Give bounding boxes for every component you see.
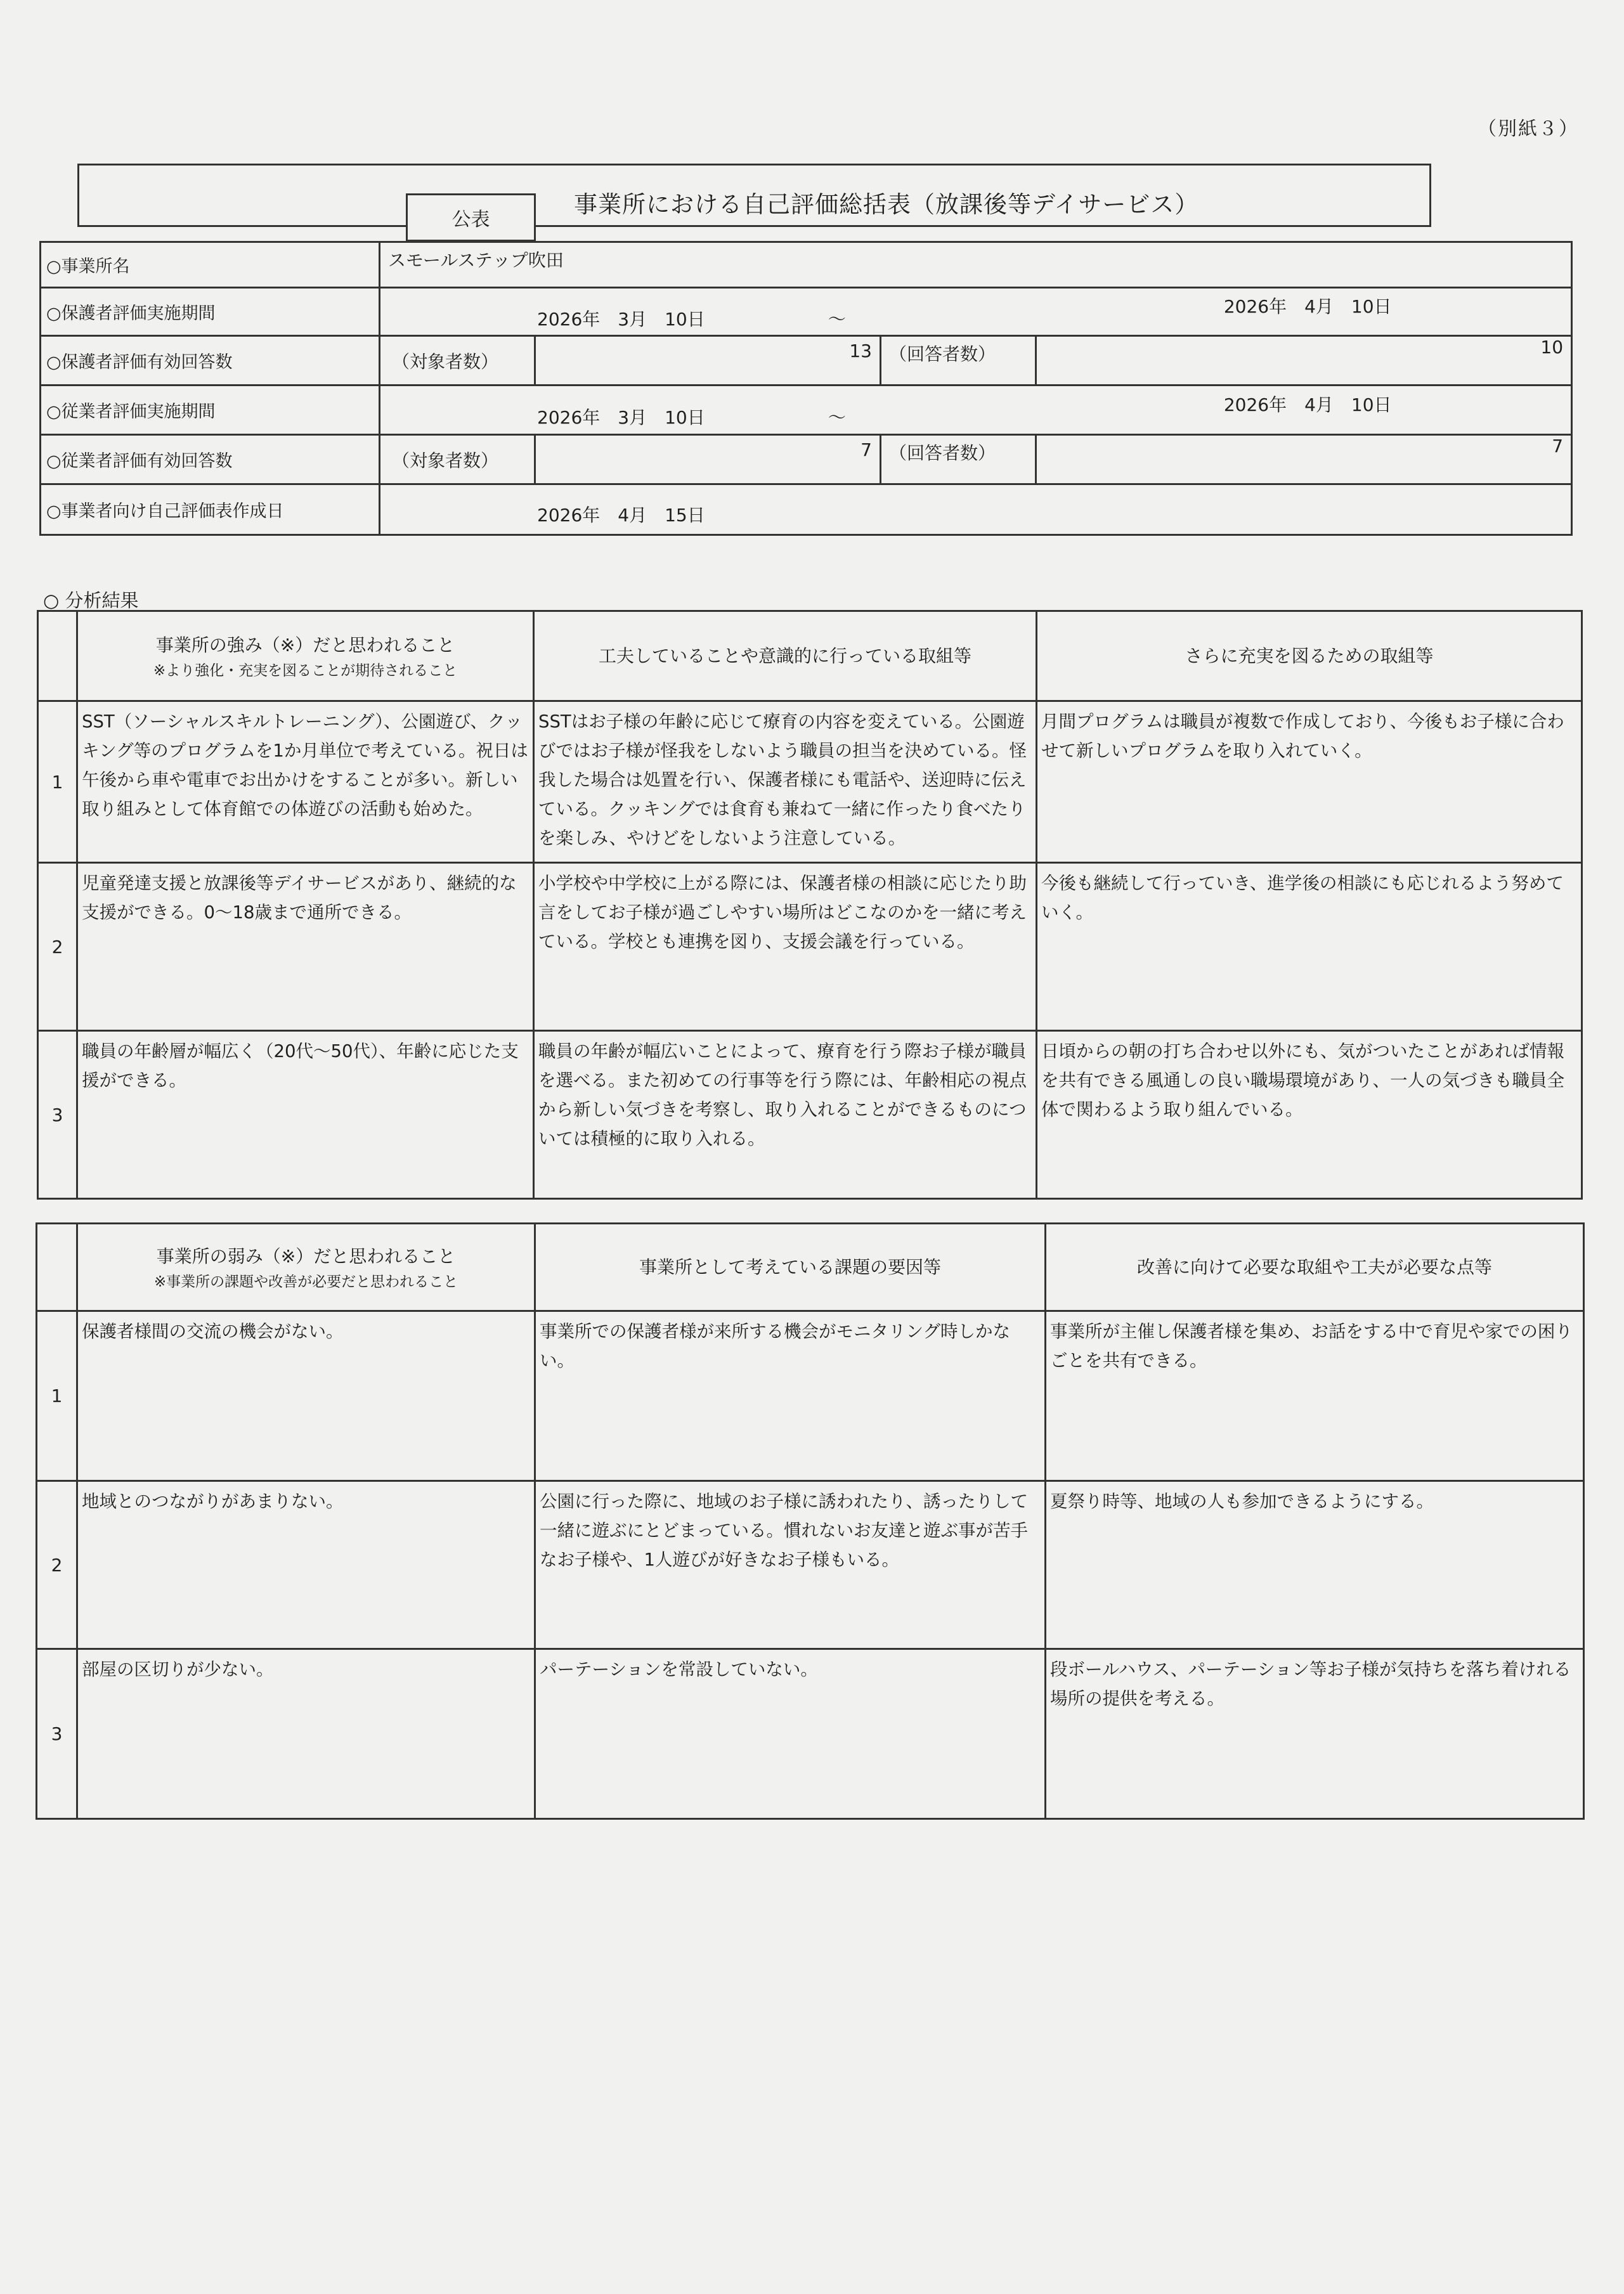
strengths-header-3: さらに充実を図るための取組等 xyxy=(1037,611,1582,701)
enhancement-cell: 月間プログラムは職員が複数で作成しており、今後もお子様に合わせて新しいプログラムを取り入れていく。 xyxy=(1037,701,1582,863)
table-row xyxy=(37,1649,1584,1819)
table-row xyxy=(38,1031,1582,1199)
weaknesses-header-1 xyxy=(77,1224,535,1311)
header-num-cell xyxy=(38,611,77,701)
staff-target-count: 7 xyxy=(535,435,881,484)
staff-period-start: 2026年 3月 10日 xyxy=(537,406,705,428)
annex-label: （別紙３） xyxy=(1478,118,1579,140)
guardian-period-label: ○保護者評価実施期間 xyxy=(41,288,380,336)
strengths-header-2: 工夫していることや意識的に行っている取組等 xyxy=(534,611,1037,701)
staff-response-label: （回答者数） xyxy=(881,435,1036,484)
weaknesses-header-2: 事業所として考えている課題の要因等 xyxy=(535,1224,1046,1311)
staff-period-label: ○従業者評価実施期間 xyxy=(41,386,380,435)
office-name-row xyxy=(41,242,1572,288)
cause-cell: パーテーションを常設していない。 xyxy=(535,1649,1046,1819)
effort-cell: 小学校や中学校に上がる際には、保護者様の相談に応じたり助言をしてお子様が過ごしやすい場所はどこなのかを一緒に考えている。学校とも連携を図り、支援会議を行っている。 xyxy=(534,863,1037,1031)
created-date-row xyxy=(41,484,1572,535)
row-number: 1 xyxy=(37,1311,77,1481)
strengths-table xyxy=(37,610,1583,1200)
table-row xyxy=(38,701,1582,863)
staff-target-label: （対象者数） xyxy=(380,435,535,484)
public-badge xyxy=(406,193,536,242)
staff-responses-row xyxy=(41,435,1572,484)
row-number: 2 xyxy=(38,863,77,1031)
row-number: 3 xyxy=(37,1649,77,1819)
cause-cell: 公園に行った際に、地域のお子様に誘われたり、誘ったりして一緒に遊ぶにとどまっている。慣れないお友達と遊ぶ事が苦手なお子様や、1人遊びが好きなお子様もいる。 xyxy=(535,1481,1046,1649)
guardian-period-end: 2026年 4月 10日 xyxy=(1223,295,1392,317)
guardian-responses-label: ○保護者評価有効回答数 xyxy=(41,336,380,386)
created-date-label: ○事業者向け自己評価表作成日 xyxy=(41,484,380,535)
effort-cell: SSTはお子様の年齢に応じて療育の内容を変えている。公園遊びではお子様が怪我をしないよう職員の担当を決めている。怪我した場合は処置を行い、保護者様にも電話や、送迎時に伝えている。クッキングでは食育も兼ねて一緒に作ったり食べたりを楽しみ、やけどをしないよう注意している。 xyxy=(534,701,1037,863)
weaknesses-table xyxy=(36,1222,1585,1820)
staff-period-cell xyxy=(380,386,1572,435)
weakness-cell: 地域とのつながりがあまりない。 xyxy=(77,1481,535,1649)
improvement-cell: 事業所が主催し保護者様を集め、お話をする中で育児や家での困りごとを共有できる。 xyxy=(1046,1311,1584,1481)
improvement-cell: 段ボールハウス、パーテーション等お子様が気持ちを落ち着けれる場所の提供を考える。 xyxy=(1046,1649,1584,1819)
enhancement-cell: 今後も継続して行っていき、進学後の相談にも応じれるよう努めていく。 xyxy=(1037,863,1582,1031)
guardian-period-cell xyxy=(380,288,1572,336)
strengths-header-1-sub: ※より強化・充実を図ることが期待されること xyxy=(153,662,458,679)
weakness-cell: 保護者様間の交流の機会がない。 xyxy=(77,1311,535,1481)
strength-cell: 職員の年齢層が幅広く（20代～50代）、年齢に応じた支援ができる。 xyxy=(77,1031,534,1199)
guardian-response-label: （回答者数） xyxy=(881,336,1036,386)
strengths-header-1-main: 事業所の強み（※）だと思われること xyxy=(155,634,455,656)
created-date: 2026年 4月 15日 xyxy=(380,484,1572,535)
analysis-section-label: ○ 分析結果 xyxy=(43,590,139,611)
staff-response-count: 7 xyxy=(1036,435,1572,484)
office-info-table xyxy=(39,241,1573,536)
staff-period-end: 2026年 4月 10日 xyxy=(1223,394,1392,415)
table-row xyxy=(38,863,1582,1031)
row-number: 3 xyxy=(38,1031,77,1199)
weakness-cell: 部屋の区切りが少ない。 xyxy=(77,1649,535,1819)
guardian-responses-row xyxy=(41,336,1572,386)
strengths-header-1 xyxy=(77,611,534,701)
row-number: 2 xyxy=(37,1481,77,1649)
guardian-period-start: 2026年 3月 10日 xyxy=(537,308,705,330)
improvement-cell: 夏祭り時等、地域の人も参加できるようにする。 xyxy=(1046,1481,1584,1649)
weaknesses-header-row xyxy=(37,1224,1584,1311)
table-row xyxy=(37,1311,1584,1481)
cause-cell: 事業所での保護者様が来所する機会がモニタリング時しかない。 xyxy=(535,1311,1046,1481)
staff-period-sep: ～ xyxy=(828,406,846,428)
guardian-period-sep: ～ xyxy=(828,308,846,330)
weaknesses-header-1-main: 事業所の弱み（※）だと思われること xyxy=(156,1245,456,1267)
guardian-target-label: （対象者数） xyxy=(380,336,535,386)
strength-cell: 児童発達支援と放課後等デイサービスがあり、継続的な支援ができる。0～18歳まで通所できる。 xyxy=(77,863,534,1031)
staff-period-row xyxy=(41,386,1572,435)
table-row xyxy=(37,1481,1584,1649)
enhancement-cell: 日頃からの朝の打ち合わせ以外にも、気がついたことがあれば情報を共有できる風通しの良い職場環境があり、一人の気づきも職員全体で関わるよう取り組んでいる。 xyxy=(1037,1031,1582,1199)
strength-cell: SST（ソーシャルスキルトレーニング）、公園遊び、クッキング等のプログラムを1か月単位で考えている。祝日は午後から車や電車でお出かけをすることが多い。新しい取り組みとして体育館での体遊びの活動も始めた。 xyxy=(77,701,534,863)
row-number: 1 xyxy=(38,701,77,863)
guardian-response-count: 10 xyxy=(1036,336,1572,386)
strengths-header-row xyxy=(38,611,1582,701)
effort-cell: 職員の年齢が幅広いことによって、療育を行う際お子様が職員を選べる。また初めての行事等を行う際には、年齢相応の視点から新しい気づきを考察し、取り入れることができるものについては積極的に取り入れる。 xyxy=(534,1031,1037,1199)
weaknesses-header-1-sub: ※事業所の課題や改善が必要だと思われること xyxy=(153,1273,458,1290)
guardian-period-row xyxy=(41,288,1572,336)
office-name: スモールステップ吹田 xyxy=(380,242,1572,288)
office-name-label: ○事業所名 xyxy=(41,242,380,288)
public-label: 公表 xyxy=(451,209,490,231)
weaknesses-header-3: 改善に向けて必要な取組や工夫が必要な点等 xyxy=(1046,1224,1584,1311)
header-num-cell xyxy=(37,1224,77,1311)
guardian-target-count: 13 xyxy=(535,336,881,386)
staff-responses-label: ○従業者評価有効回答数 xyxy=(41,435,380,484)
document-title: 事業所における自己評価総括表（放課後等デイサービス） xyxy=(574,191,1199,218)
